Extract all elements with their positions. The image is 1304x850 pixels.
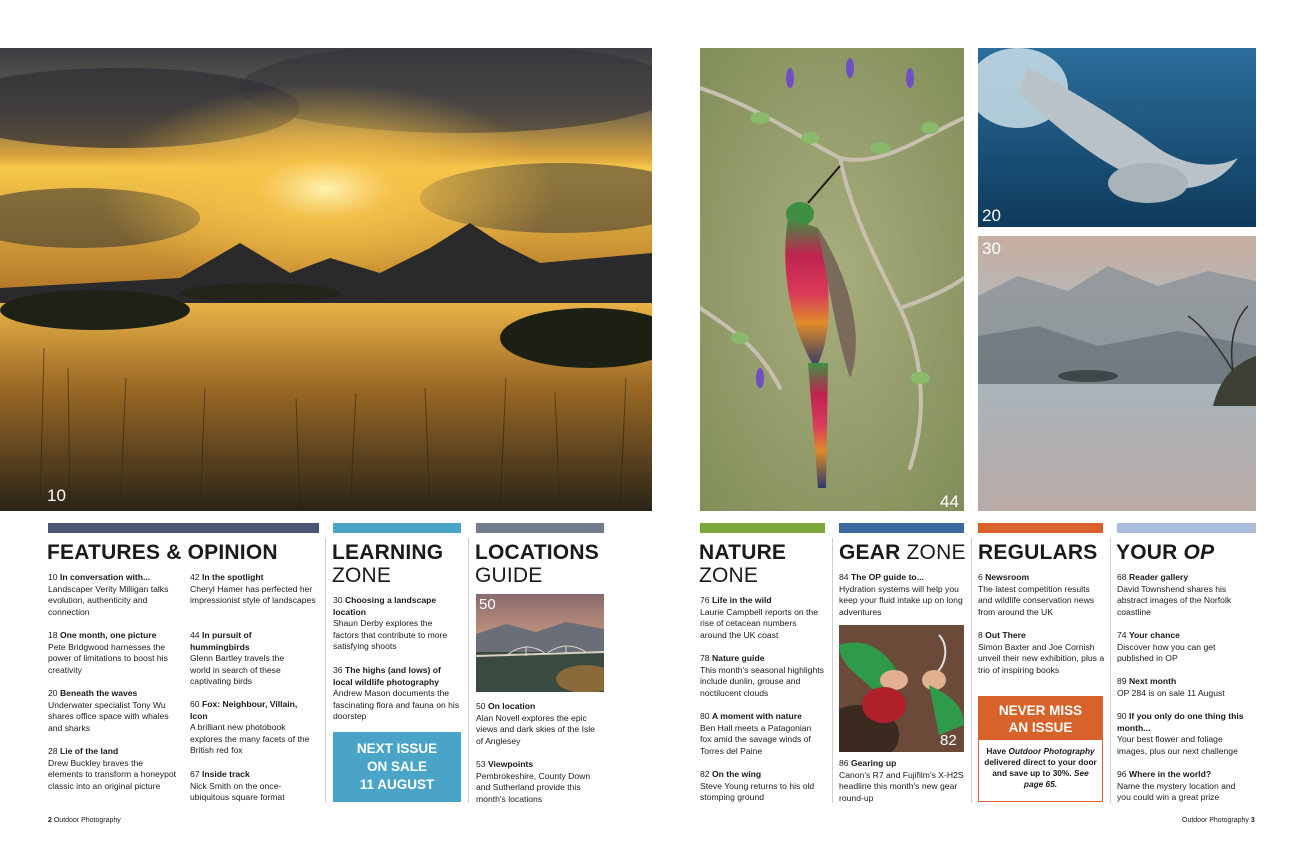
subscribe-promo-banner: NEVER MISS AN ISSUE <box>979 697 1102 740</box>
toc-entry[interactable]: 82 On the wing Steve Young returns to his old stomping ground <box>700 769 815 803</box>
toc-entry[interactable]: 18 One month, one picture Pete Bridgwood harnesses the power of limitations to boost his creativity <box>48 630 168 675</box>
section-title-features: FEATURES & OPINION <box>47 541 278 564</box>
column-divider <box>468 538 469 803</box>
section-title-gear: GEAR ZONE <box>839 541 966 564</box>
section-bar-locations <box>476 523 604 533</box>
feature-photo-sunset-lake <box>0 48 652 511</box>
section-bar-regulars <box>978 523 1103 533</box>
folio-right: Outdoor Photography 3 <box>1182 817 1255 824</box>
photo-page-number: 44 <box>940 492 959 511</box>
section-bar-features <box>48 523 319 533</box>
folio-left: 2 Outdoor Photography <box>48 817 121 824</box>
feature-photo-whale <box>978 48 1256 227</box>
column-divider <box>832 538 833 803</box>
photo-page-number: 30 <box>982 239 1001 258</box>
toc-entry[interactable]: 96 Where in the world? Name the mystery location and you could win a great prize <box>1117 769 1236 803</box>
section-title-your-op: YOUR OP <box>1116 541 1215 564</box>
toc-entry[interactable]: 60 Fox: Neighbour, Villain, Icon A brilliant new photobook explores the many facets of the British red fox <box>190 699 310 756</box>
toc-entry[interactable]: 42 In the spotlight Cheryl Hamer has perfected her impressionist style of landscapes <box>190 572 316 606</box>
section-title-locations: LOCATIONS GUIDE <box>475 541 599 587</box>
toc-entry[interactable]: 80 A moment with nature Ben Hall meets a Patagonian fox amid the savage winds of Torres del Paine <box>700 711 812 756</box>
toc-entry[interactable]: 90 If you only do one thing this month... Your best flower and foliage images, plus our next challenge <box>1117 711 1244 756</box>
toc-entry[interactable]: 89 Next month OP 284 is on sale 11 August <box>1117 676 1225 698</box>
section-bar-learning <box>333 523 461 533</box>
subscribe-promo[interactable] <box>978 696 1103 802</box>
toc-entry[interactable]: 67 Inside track Nick Smith on the once-ubiquitous square format <box>190 769 285 803</box>
subscribe-promo-text: Have Outdoor Photography delivered direct to your door and save up to 30%. See page 65. <box>984 746 1097 789</box>
section-title-learning: LEARNING ZONE <box>332 541 444 587</box>
toc-entry[interactable]: 44 In pursuit of hummingbirds Glenn Bartley travels the world in search of these captivating birds <box>190 630 285 687</box>
toc-entry[interactable]: 50 On location Alan Novell explores the epic views and dark skies of the Isle of Anglesey <box>476 701 595 746</box>
photo-page-number: 10 <box>47 486 66 505</box>
next-issue-promo[interactable]: NEXT ISSUE ON SALE 11 AUGUST <box>333 732 461 802</box>
photo-page-number: 20 <box>982 206 1001 225</box>
column-divider <box>1110 538 1111 803</box>
photo-page-number: 50 <box>479 596 496 613</box>
toc-entry[interactable]: 8 Out There Simon Baxter and Joe Cornish unveil their new exhibition, plus a trio of inspiring books <box>978 630 1105 675</box>
toc-entry[interactable]: 10 In conversation with... Landscaper Verity Milligan talks evolution, authenticity and connection <box>48 572 169 617</box>
toc-entry[interactable]: 86 Gearing up Canon's R7 and Fujifilm's X-H2S headline this month's new gear round-up <box>839 758 964 803</box>
photo-page-number: 82 <box>940 732 957 749</box>
section-title-nature: NATURE ZONE <box>699 541 787 587</box>
toc-entry[interactable]: 78 Nature guide This month's seasonal highlights include dunlin, grouse and noctilucent clouds <box>700 653 824 698</box>
toc-entry[interactable]: 6 Newsroom The latest competition results and wildlife conservation news from around the UK <box>978 572 1095 617</box>
column-divider <box>325 538 326 803</box>
toc-entry[interactable]: 74 Your chance Discover how you can get published in OP <box>1117 630 1216 664</box>
toc-entry[interactable]: 84 The OP guide to... Hydration systems will help you keep your fluid intake up on long adventures <box>839 572 963 617</box>
toc-entry[interactable]: 36 The highs (and lows) of local wildlife photography Andrew Mason documents the fascinating flora and fauna on his doorstep <box>333 665 460 722</box>
column-divider <box>971 538 972 803</box>
section-bar-gear <box>839 523 964 533</box>
section-bar-nature <box>700 523 825 533</box>
feature-photo-misty-lake <box>978 236 1256 511</box>
gear-thumbnail-hydration <box>839 625 964 752</box>
section-bar-your-op <box>1117 523 1256 533</box>
feature-photo-hummingbird <box>700 48 964 511</box>
locations-thumbnail-bridge <box>476 594 604 692</box>
section-title-regulars: REGULARS <box>978 541 1098 564</box>
toc-entry[interactable]: 20 Beneath the waves Underwater specialist Tony Wu shares office space with whales and sharks <box>48 688 169 733</box>
toc-entry[interactable]: 68 Reader gallery David Townshend shares his abstract images of the Norfolk coastline <box>1117 572 1232 617</box>
toc-entry[interactable]: 30 Choosing a landscape location Shaun Derby explores the factors that contribute to more satisfying shoots <box>333 595 448 652</box>
toc-entry[interactable]: 76 Life in the wild Laurie Campbell reports on the rise of cetacean numbers around the UK coast <box>700 595 818 640</box>
toc-entry[interactable]: 28 Lie of the land Drew Buckley braves the elements to transform a honeypot classic into an original picture <box>48 746 177 791</box>
toc-entry[interactable]: 53 Viewpoints Pembrokeshire, County Down and Sutherland provide this month's locations <box>476 759 591 804</box>
